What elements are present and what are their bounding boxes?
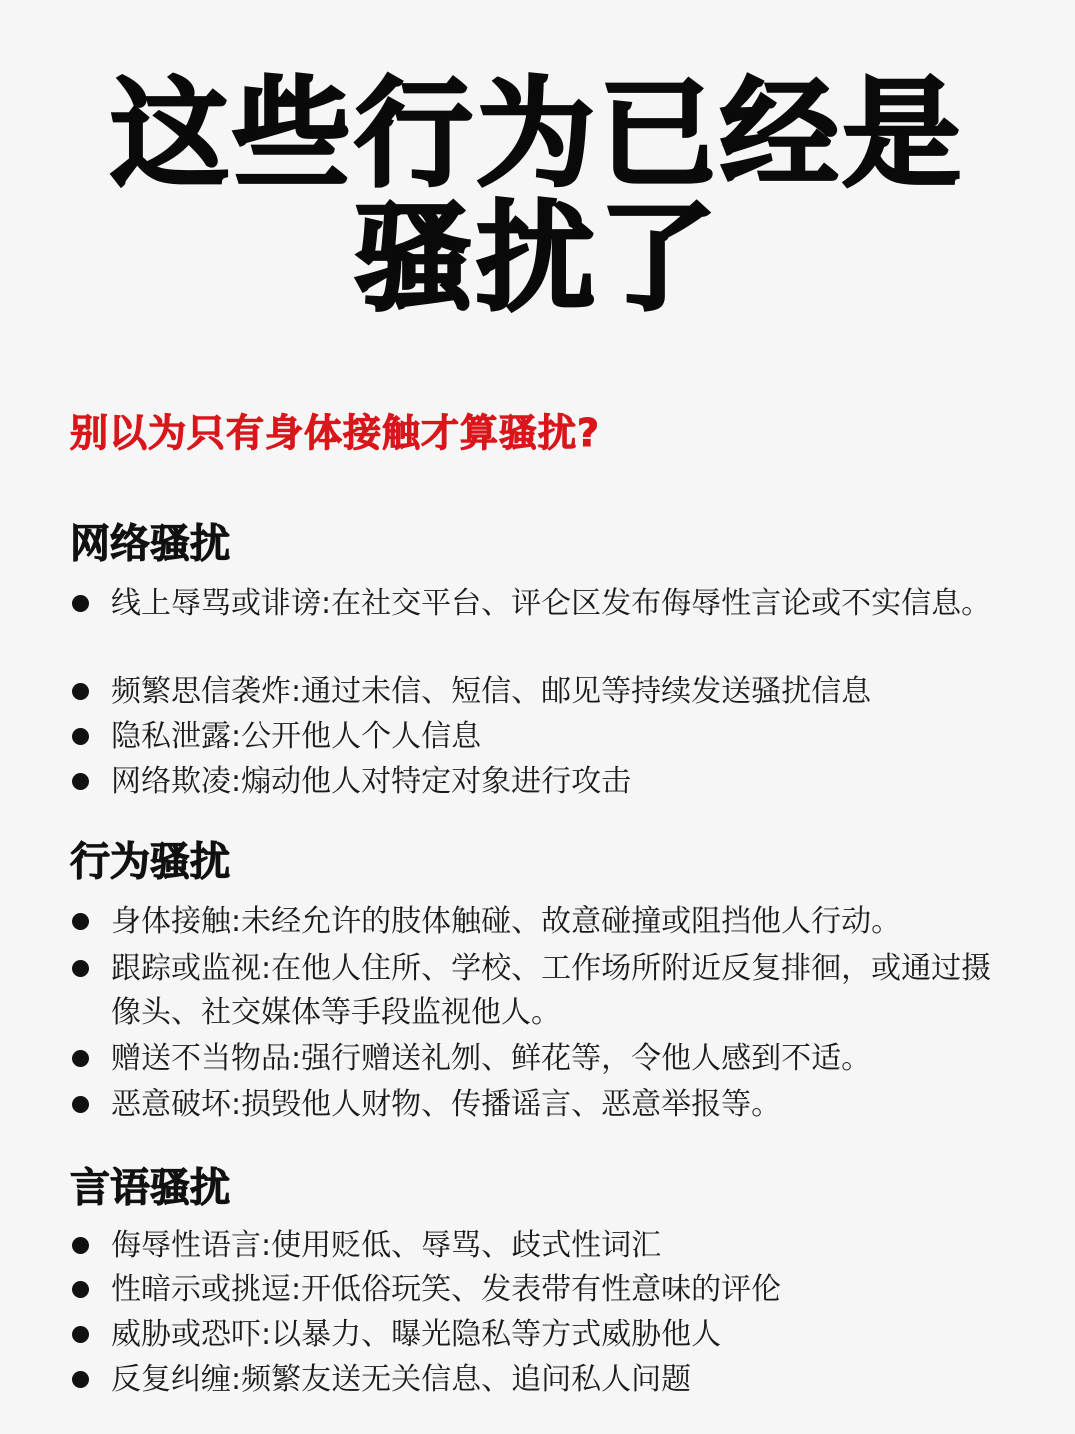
bullet-icon [72,1237,89,1254]
section-heading-online: 网络骚扰 [70,521,230,567]
list-item-text: 反复纠缠:频繁友送无关信息、追问私人问题 [111,1362,692,1397]
list-item-text: 跟踪或监视:在他人住所、学校、工作场所附近反复排徊，或通过摄像头、社交媒体等手段监视他人。 [111,951,992,1030]
list-item-text: 隐私泄露:公开他人个人信息 [111,719,482,754]
list-item-text: 赠送不当物品:强行赠送礼刎、鲜花等，令他人感到不适。 [111,1041,872,1076]
section-heading-behavior: 行为骚扰 [70,839,230,885]
bullet-icon [72,683,89,700]
list-item-text: 恶意破坏:损毁他人财物、传播谣言、恶意举报等。 [111,1087,782,1122]
list-item [72,1358,1012,1402]
list-item [72,1083,1012,1127]
bullet-icon [72,913,89,930]
bullet-icon [72,1371,89,1388]
subtitle: 别以为只有身体接触才算骚扰? [70,411,601,455]
main-title-line-2: 骚扰了 [354,189,721,327]
bullet-icon [72,595,89,612]
bullet-icon [72,1050,89,1067]
bullet-icon [72,728,89,745]
list-item-text: 威胁或恐吓:以暴力、曝光隐私等方式威胁他人 [111,1317,722,1352]
list-item-text: 频繁思信袭炸:通过未信、短信、邮见等持续发送骚扰信息 [111,674,872,709]
list-item-text: 身体接触:未经允许的肢体触碰、故意碰撞或阻挡他人行动。 [111,904,902,939]
section-heading-verbal: 言语骚扰 [70,1165,230,1211]
list-item-text: 性暗示或挑逗:开低俗玩笑、发表带有性意味的评伦 [111,1272,782,1307]
list-item [72,582,1012,626]
list-item-text: 网络欺凌:煽动他人对特定对象进行攻击 [111,764,632,799]
list-item-text: 线上辱骂或诽谤:在社交平台、评仑区发布侮辱性言论或不实信息。 [111,586,992,621]
bullet-icon [72,960,89,977]
list-item [72,1224,1012,1268]
bullet-icon [72,1096,89,1113]
list-item [72,715,1012,759]
list-item-text: 侮辱性语言:使用贬低、辱骂、歧式性词汇 [111,1228,662,1263]
list-item [72,900,1012,944]
list-item [72,1037,1012,1081]
bullet-icon [72,773,89,790]
list-item [72,670,1012,714]
list-item [72,947,1012,1035]
main-title [0,65,1075,327]
list-item [72,1313,1012,1357]
bullet-icon [72,1281,89,1298]
list-item [72,1268,1012,1312]
main-title-line-1: 这些行为已经是 [110,65,965,203]
bullet-icon [72,1326,89,1343]
list-item [72,760,1012,804]
